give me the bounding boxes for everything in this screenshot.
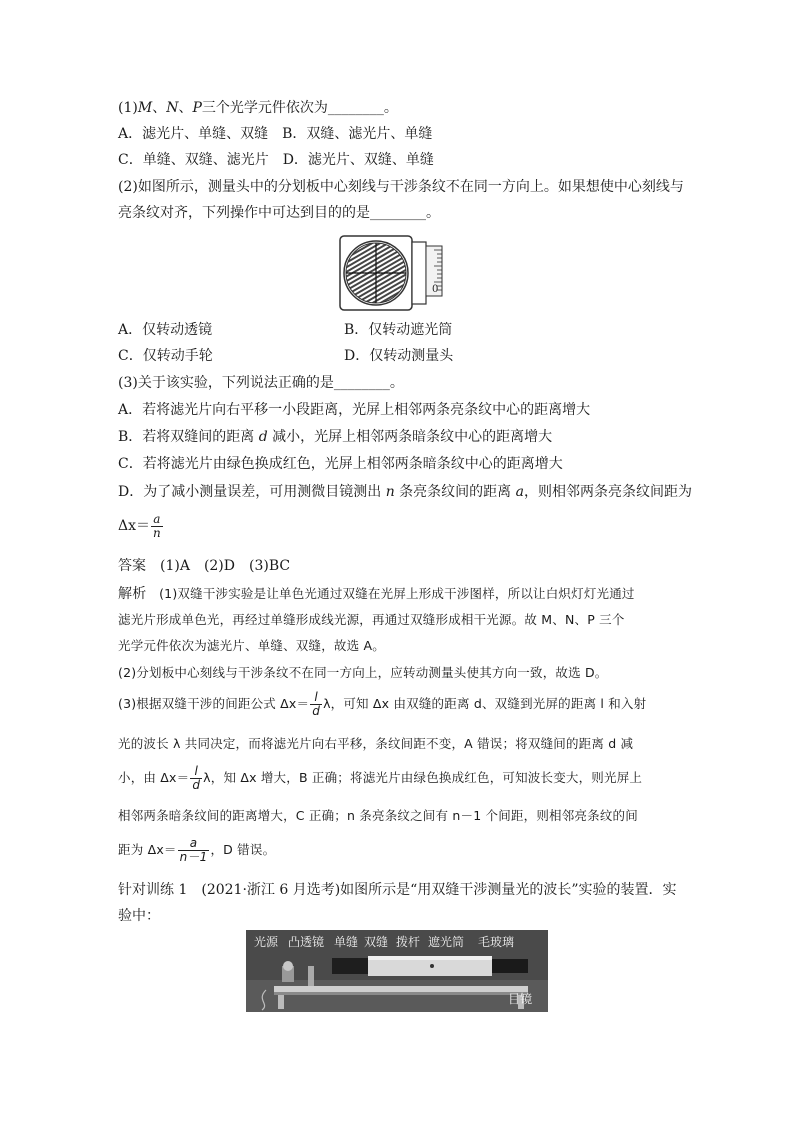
q2-option-a: A．仅转动透镜 <box>118 322 213 338</box>
answer <box>118 556 683 576</box>
photo-label-single-slit: 单缝 <box>334 935 359 949</box>
q3-option-c: C．若将滤光片由绿色换成红色，光屏上相邻两条暗条纹中心的距离增大 <box>118 456 563 472</box>
fraction-l-over-d: $\frac{l}{d}$ <box>312 690 321 718</box>
explanation-p1-line3: 光学元件依次为滤光片、单缝、双缝，故选 A。 <box>118 638 385 653</box>
photo-label-convex-lens: 凸透镜 <box>288 935 325 949</box>
explanation-p1-line1: 解析 (1)双缝干涉实验是让单色光通过双缝在光屏上形成干涉图样，所以让白炽灯灯光通过 <box>118 586 635 602</box>
q1-options-cd: C．单缝、双缝、滤光片 D．滤光片、双缝、单缝 <box>118 152 434 168</box>
explanation-p1-line2: 滤光片形成单色光，再经过单缝形成线光源，再通过双缝形成相干光源。故 M、N、P 三个 <box>118 612 625 627</box>
fraction-a-over-n: $\frac{a}{n}$ <box>153 511 161 540</box>
q2-option-d: D．仅转动测量头 <box>344 348 454 364</box>
q2-stem-line2: 亮条纹对齐，下列操作中可达到目的的是________。 <box>118 205 440 221</box>
photo-label-shade-tube: 遮光筒 <box>428 935 465 949</box>
measurement-head-figure <box>338 234 456 312</box>
var-p: P <box>192 100 202 116</box>
q3-option-a: A．若将滤光片向右平移一小段距离，光屏上相邻两条亮条纹中心的距离增大 <box>118 402 591 418</box>
fraction-l-over-d-2: $\frac{l}{d}$ <box>192 764 201 792</box>
q3-option-d-formula: Δx＝ $\frac{a}{n}$ <box>118 511 161 540</box>
q2-option-c: C．仅转动手轮 <box>118 348 213 364</box>
q2-stem-line1: (2)如图所示，测量头中的分划板中心刻线与干涉条纹不在同一方向上。如果想使中心刻线与 <box>118 179 684 195</box>
q1-options-ab: A．滤光片、单缝、双缝 B．双缝、滤光片、单缝 <box>118 126 433 142</box>
var-n: N <box>166 100 179 116</box>
answer-text: (1)A (2)D (3)BC <box>160 558 291 574</box>
q2-option-b: B．仅转动遮光筒 <box>344 322 453 338</box>
scale-zero-label: 0 <box>432 284 439 295</box>
q1-stem: (1)M、N、P三个光学元件依次为________。 <box>118 100 398 116</box>
answer-label: 答案 <box>118 558 146 574</box>
q3-stem: (3)关于该实验，下列说法正确的是________。 <box>118 375 404 391</box>
photo-label-light-source: 光源 <box>254 935 279 949</box>
training-line2: 验中： <box>118 908 160 924</box>
explanation-p3-line1: (3)根据双缝干涉的间距公式 Δx＝ $\frac{l}{d}$ λ，可知 Δx 由双缝的距离 d、双缝到光屏的距离 l 和入射 <box>118 690 647 718</box>
q3-option-b: B．若将双缝间的距离 d 减小，光屏上相邻两条暗条纹中心的距离增大 <box>118 429 553 445</box>
explanation-p3-line4: 相邻两条暗条纹间的距离增大，C 正确；n 条亮条纹之间有 n－1 个间距，则相邻亮条纹的间 <box>118 808 638 823</box>
explanation-p3-line3: 小，由 Δx＝ $\frac{l}{d}$ λ，知 Δx 增大，B 正确；将滤光片由绿色换成红色，可知波长变大，则光屏上 <box>118 764 643 792</box>
photo-label-double-slit: 双缝 <box>364 935 389 949</box>
explanation-label: 解析 <box>118 586 147 602</box>
training-line1: 针对训练 1 (2021·浙江 6 月选考)如图所示是“用双缝干涉测量光的波长”实验的装置．实 <box>118 882 677 898</box>
photo-label-eyepiece: 目镜 <box>508 992 533 1006</box>
q3-option-d: D．为了减小测量误差，可用测微目镜测出 n 条亮条纹间的距离 a，则相邻两条亮条纹间距为 <box>118 484 692 500</box>
explanation-p3-line5: 距为 Δx＝ $\frac{a}{n-1}$ ，D 错误。 <box>118 836 276 864</box>
apparatus-photo <box>246 930 548 1012</box>
fraction-a-over-n-minus-1: $\frac{a}{n-1}$ <box>179 836 208 864</box>
photo-label-lever: 拨杆 <box>396 935 421 949</box>
explanation-p3-line2: 光的波长 λ 共同决定，而将滤光片向右平移，条纹间距不变，A 错误；将双缝间的距离 d 减 <box>118 736 634 751</box>
explanation-p2: (2)分划板中心刻线与干涉条纹不在同一方向上，应转动测量头使其方向一致，故选 D。 <box>118 665 608 680</box>
var-m: M <box>137 100 153 116</box>
photo-label-frosted-glass: 毛玻璃 <box>478 935 515 949</box>
